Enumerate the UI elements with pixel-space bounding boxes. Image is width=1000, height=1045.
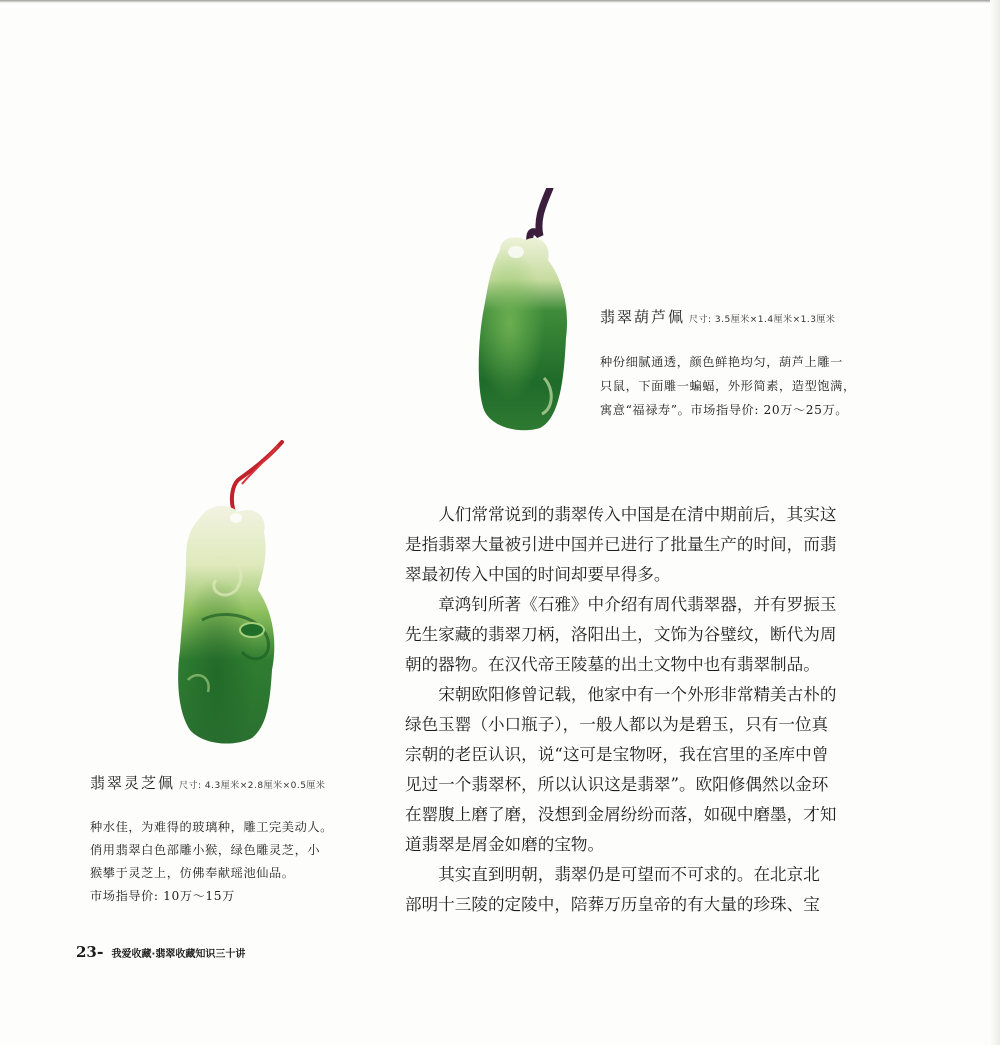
lingzhi-desc-line: 种水佳，为难得的玻璃种，雕工完美动人。 xyxy=(90,820,333,834)
lingzhi-desc-line: 市场指导价: 10万～15万 xyxy=(90,889,235,903)
article-line: 是指翡翠大量被引进中国并已进行了批量生产的时间，而翡 xyxy=(405,535,837,554)
lingzhi-pendant-description xyxy=(90,816,333,908)
jade-gourd-pendant-image xyxy=(470,188,582,434)
page-footer xyxy=(76,942,245,961)
article-line: 翠最初传入中国的时间却要早得多。 xyxy=(405,565,671,584)
gourd-pendant-description xyxy=(600,350,856,422)
page-top-edge xyxy=(0,0,1000,3)
book-series-title: 我爱收藏·翡翠收藏知识三十讲 xyxy=(111,949,246,960)
gourd-pendant-name: 翡翠葫芦佩 xyxy=(600,308,686,326)
lingzhi-desc-line: 俏用翡翠白色部雕小猴，绿色雕灵芝，小 xyxy=(90,843,321,857)
gourd-desc-line: 寓意“福禄寿”。市场指导价: 20万～25万。 xyxy=(600,403,849,417)
article-line: 章鸿钊所著《石雅》中介绍有周代翡翠器，并有罗振玉 xyxy=(438,595,837,614)
lingzhi-pendant-name: 翡翠灵芝佩 xyxy=(90,774,176,792)
article-paragraph xyxy=(405,680,910,860)
article-line: 在罂腹上磨了磨，没想到金屑纷纷而落，如砚中磨墨，才知 xyxy=(405,805,837,824)
article-paragraph xyxy=(405,500,910,590)
page-right-edge xyxy=(990,0,1000,1045)
article-line: 见过一个翡翠杯，所以认识这是翡翠”。欧阳修偶然以金环 xyxy=(405,775,829,794)
article-line: 宗朝的老臣认识，说“这可是宝物呀，我在宫里的圣库中曾 xyxy=(405,745,829,764)
article-line: 先生家藏的翡翠刀柄，洛阳出土，文饰为谷璧纹，断代为周 xyxy=(405,625,837,644)
main-article-text xyxy=(405,500,910,920)
gourd-pendant-size: 尺寸: 3.5厘米×1.4厘米×1.3厘米 xyxy=(689,315,836,325)
page-number: 23 xyxy=(76,943,97,961)
article-line: 绿色玉罂（小口瓶子），一般人都以为是碧玉，只有一位真 xyxy=(405,715,829,734)
article-line: 宋朝欧阳修曾记载，他家中有一个外形非常精美古朴的 xyxy=(438,685,837,704)
gourd-desc-line: 只鼠，下面雕一蝙蝠，外形简素，造型饱满， xyxy=(600,379,856,393)
gourd-pendant-title xyxy=(600,306,835,327)
article-line: 道翡翠是屑金如磨的宝物。 xyxy=(405,835,605,854)
article-line: 人们常常说到的翡翠传入中国是在清中期前后，其实这 xyxy=(438,505,837,524)
lingzhi-desc-line: 猴攀于灵芝上，仿佛奉献瑶池仙品。 xyxy=(90,866,295,880)
article-paragraph xyxy=(405,590,910,680)
article-line: 朝的器物。在汉代帝王陵墓的出土文物中也有翡翠制品。 xyxy=(405,655,820,674)
lingzhi-pendant-size: 尺寸: 4.3厘米×2.8厘米×0.5厘米 xyxy=(179,781,326,791)
jade-lingzhi-pendant-image xyxy=(172,440,292,750)
article-line: 其实直到明朝，翡翠仍是可望而不可求的。在北京北 xyxy=(438,865,820,884)
lingzhi-pendant-title xyxy=(90,772,325,793)
article-paragraph xyxy=(405,860,910,920)
folio-dash: - xyxy=(96,942,104,961)
gourd-desc-line: 种份细腻通透，颜色鲜艳均匀，葫芦上雕一 xyxy=(600,355,843,369)
article-line: 部明十三陵的定陵中，陪葬万历皇帝的有大量的珍珠、宝 xyxy=(405,895,820,914)
